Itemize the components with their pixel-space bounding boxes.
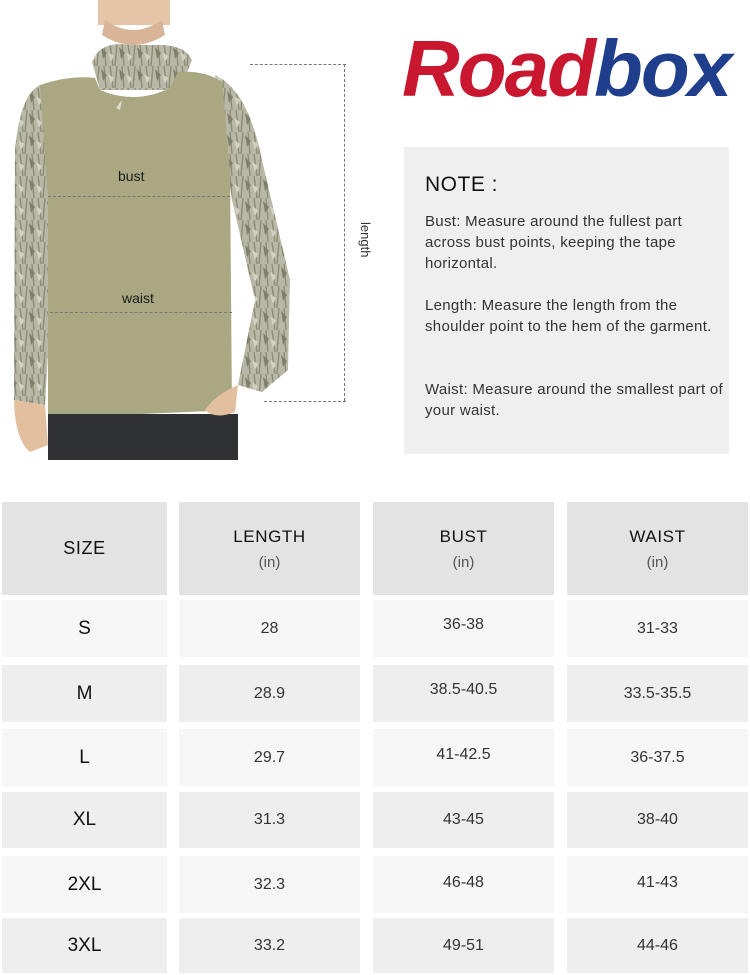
length-cell: 28.9 — [253, 684, 286, 702]
waist-cell: 31-33 — [637, 619, 678, 637]
waist-cell: 33.5-35.5 — [623, 684, 692, 702]
table-row-length — [179, 600, 360, 657]
header-length — [179, 502, 360, 595]
note-title: NOTE : — [425, 173, 499, 196]
size-cell: 3XL — [67, 934, 102, 956]
bust-cell: 43-45 — [443, 811, 484, 828]
table-row-bust — [373, 856, 554, 913]
bust-cell: 38.5-40.5 — [429, 680, 498, 698]
table-row-length — [179, 918, 360, 973]
table-row-size — [2, 792, 167, 848]
header-size — [2, 502, 167, 595]
size-cell: M — [76, 682, 93, 704]
table-row-waist — [567, 665, 748, 722]
table-row-waist — [567, 918, 748, 973]
table-row-waist — [567, 856, 748, 913]
header-waist — [567, 502, 748, 595]
table-row-bust — [373, 729, 554, 786]
table-row-bust — [373, 918, 554, 973]
length-cell: 32.3 — [253, 875, 286, 893]
bust-cell: 36-38 — [443, 615, 484, 633]
table-row-size — [2, 918, 167, 973]
table-row-waist — [567, 792, 748, 848]
bust-cell: 49-51 — [443, 936, 484, 954]
table-row-waist — [567, 729, 748, 786]
bust-label: bust — [118, 168, 145, 184]
table-row-length — [179, 665, 360, 722]
table-row-bust — [373, 600, 554, 657]
note-waist-text: Waist: Measure around the smallest part of your waist. — [425, 381, 724, 419]
header-length-unit: (in) — [258, 553, 281, 571]
header-waist-label: WAIST — [629, 526, 686, 546]
waist-cell: 38-40 — [637, 811, 678, 828]
length-cell: 33.2 — [253, 936, 286, 954]
svg-text:Roadbox: Roadbox — [402, 24, 731, 110]
table-row-size — [2, 856, 167, 913]
bust-cell: 41-42.5 — [436, 745, 491, 763]
table-row-size — [2, 600, 167, 657]
size-cell: S — [78, 617, 91, 639]
note-length-text: Length: Measure the length from the shoulder point to the hem of the garment. — [425, 297, 712, 335]
size-cell: XL — [72, 809, 97, 830]
size-cell: 2XL — [67, 873, 102, 895]
length-cell: 31.3 — [253, 811, 286, 828]
header-bust-unit: (in) — [452, 553, 475, 571]
table-row-bust — [373, 665, 554, 722]
header-waist-unit: (in) — [646, 553, 669, 571]
bust-cell: 46-48 — [443, 873, 484, 891]
length-cell: 29.7 — [253, 748, 286, 766]
table-row-length — [179, 729, 360, 786]
waist-cell: 41-43 — [637, 873, 678, 891]
table-row-size — [2, 665, 167, 722]
table-row-size — [2, 729, 167, 786]
length-label: length — [358, 222, 373, 258]
note-bust-text: Bust: Measure around the fullest part across bust points, keeping the tape horizontal. — [425, 213, 683, 272]
waist-cell: 36-37.5 — [630, 748, 685, 766]
waist-cell: 44-46 — [637, 936, 678, 954]
waist-label: waist — [122, 290, 154, 306]
header-length-label: LENGTH — [233, 526, 306, 546]
header-bust — [373, 502, 554, 595]
table-row-length — [179, 792, 360, 848]
table-row-length — [179, 856, 360, 913]
size-cell: L — [79, 746, 90, 768]
length-cell: 28 — [260, 619, 279, 637]
table-row-bust — [373, 792, 554, 848]
table-row-waist — [567, 600, 748, 657]
header-size-label: SIZE — [63, 538, 106, 558]
header-bust-label: BUST — [439, 526, 488, 546]
